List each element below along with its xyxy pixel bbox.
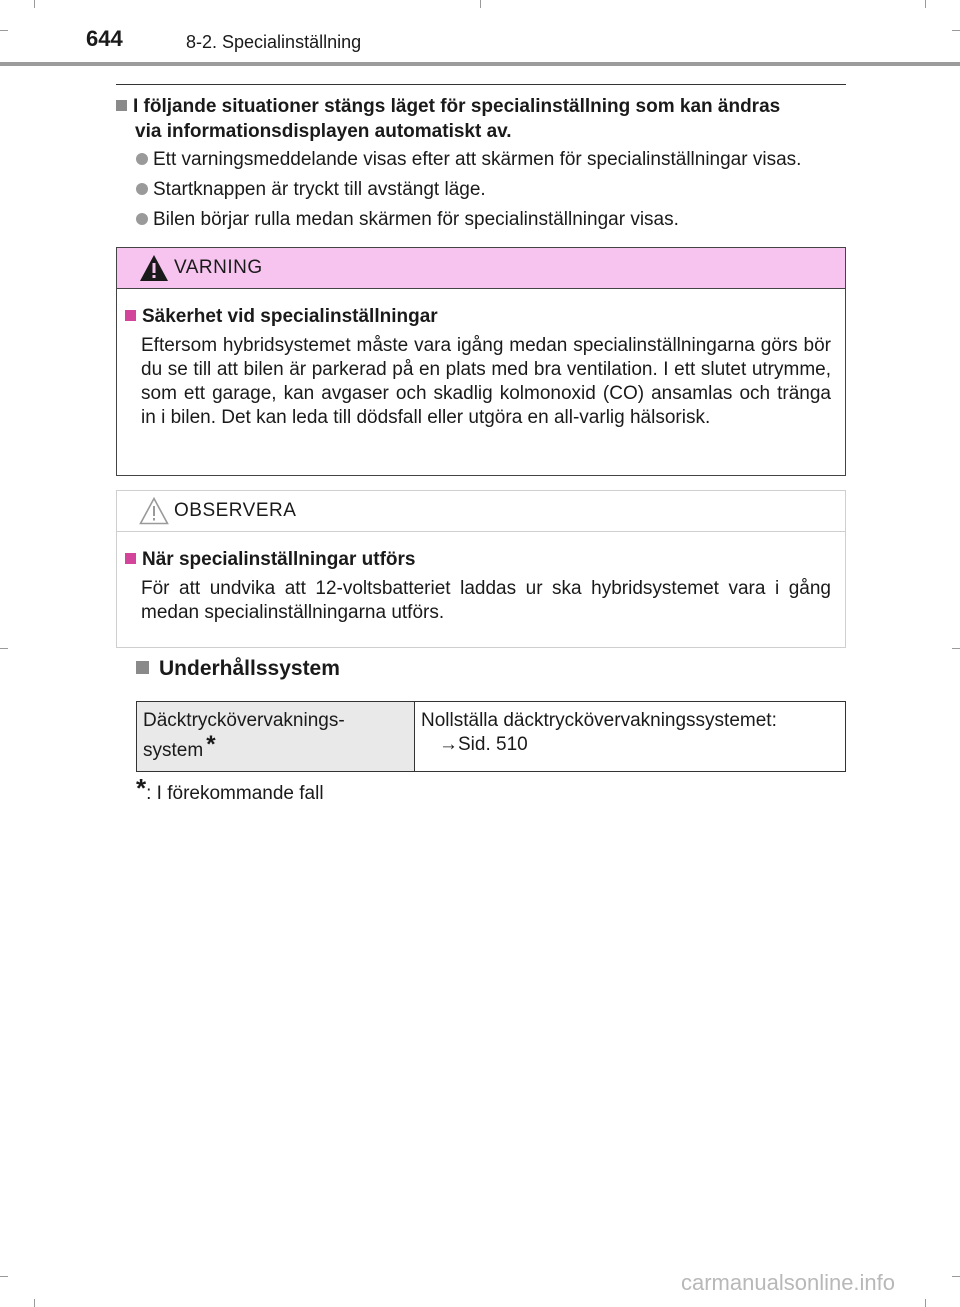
list-item: Ett varningsmeddelande visas efter att skärmen för specialinställningar visas. (136, 148, 856, 172)
crop-mark (480, 0, 481, 8)
bullet-dot-icon (136, 183, 148, 195)
intro-heading: I följande situationer stängs läget för specialinställning som kan ändras via informationsdisplayen automatiskt av. (116, 94, 846, 144)
maintenance-heading: Underhållssystem (136, 657, 340, 681)
page-number: 644 (86, 26, 123, 51)
maintenance-table (136, 701, 846, 772)
crop-mark (0, 30, 8, 31)
header-rule (0, 62, 960, 66)
notice-subheading: När specialinställningar utförs (125, 549, 415, 571)
crop-mark (952, 1276, 960, 1277)
table-cell-action: Nollställa däcktryckövervakningssystemet: →Sid. 510 (415, 702, 846, 772)
list-item: Startknappen är tryckt till avstängt läge. (136, 178, 856, 202)
notice-label: OBSERVERA (174, 500, 297, 521)
crop-mark (0, 648, 8, 649)
crop-mark (925, 1299, 926, 1307)
bullet-dot-icon (136, 153, 148, 165)
watermark: carmanualsonline.info (681, 1270, 896, 1295)
chapter-title: 8-2. Specialinställning (186, 32, 362, 52)
warning-triangle-icon (139, 254, 169, 282)
square-bullet-icon (125, 310, 136, 321)
crop-mark (925, 0, 926, 8)
warning-text: Eftersom hybridsystemet måste vara igång medan specialinställningarna görs bör du se till att bilen är parkerad på en plats med bra ventilation. I ett slutet utrymme, som ett garage, kan avgaser och skadlig kolmonoxid (CO) ansamlas och tränga in i bilen. Det kan leda till dödsfall eller utgöra en all-varlig hälsorisk. (141, 335, 831, 428)
notice-header (117, 491, 845, 532)
caution-triangle-icon (139, 497, 169, 525)
page-reference: →Sid. 510 (439, 734, 528, 755)
square-bullet-icon (125, 553, 136, 564)
warning-label: VARNING (174, 257, 263, 278)
square-bullet-icon (116, 100, 127, 111)
list-item: Bilen börjar rulla medan skärmen för specialinställningar visas. (136, 208, 856, 232)
section-rule (116, 84, 846, 85)
bullet-dot-icon (136, 213, 148, 225)
warning-box (116, 247, 846, 476)
warning-subheading: Säkerhet vid specialinställningar (125, 306, 438, 328)
footnote: *: I förekommande fall (136, 773, 324, 804)
square-bullet-icon (136, 661, 149, 674)
notice-box (116, 490, 846, 648)
table-row (137, 702, 846, 772)
crop-mark (34, 1299, 35, 1307)
crop-mark (952, 648, 960, 649)
table-cell-item: Däcktryckövervaknings- system * (137, 702, 415, 772)
crop-mark (0, 1276, 8, 1277)
crop-mark (34, 0, 35, 8)
crop-mark (952, 30, 960, 31)
asterisk-marker: * (206, 731, 216, 758)
notice-text: För att undvika att 12-voltsbatteriet laddas ur ska hybridsystemet vara i gång medan specialinställningarna utförs. (141, 578, 831, 623)
warning-header (117, 248, 845, 289)
